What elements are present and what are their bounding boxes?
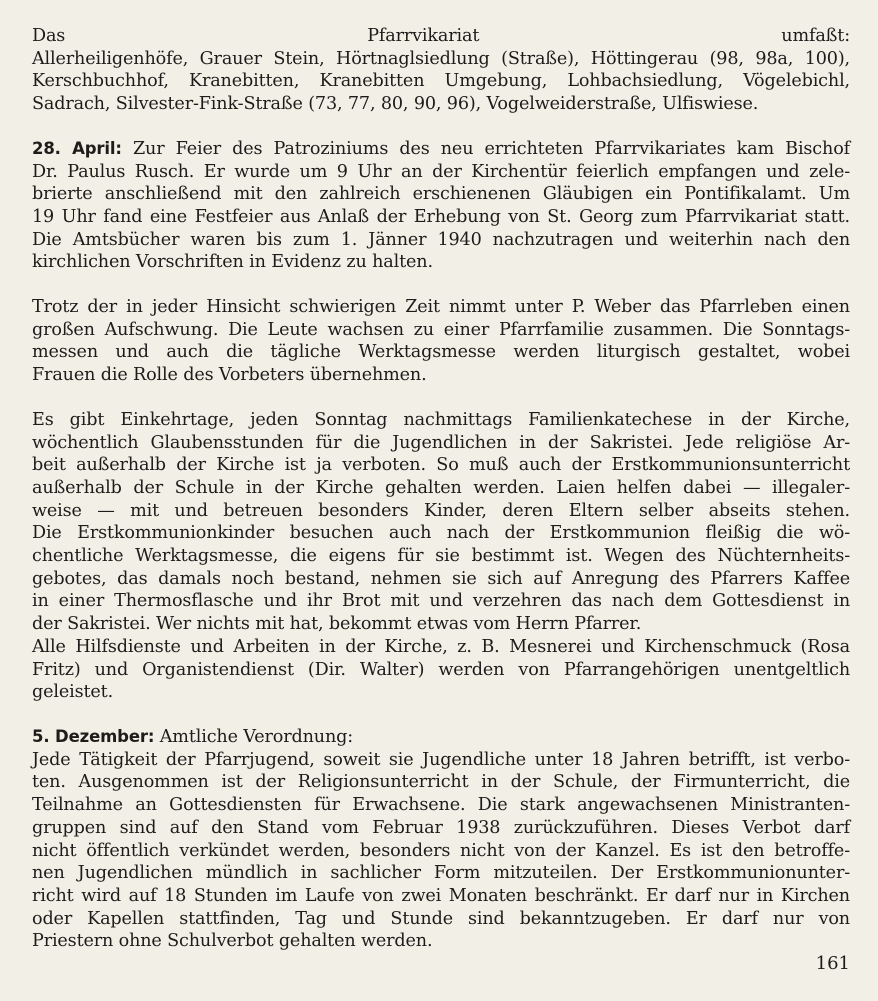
text-line: geleistet. <box>32 682 114 703</box>
text-line: gebotes, das damals noch bestand, nehmen sie sich auf Anregung des Pfarrers Kaffee <box>32 568 850 589</box>
text-line: weise — mit und betreuen besonders Kinder, deren Eltern selber abseits stehen. <box>32 500 850 521</box>
text-line: chentliche Werktagsmesse, die eigens für sie bestimmt ist. Wegen des Nüchternheits- <box>32 546 850 567</box>
text-line: 19 Uhr fand eine Festfeier aus Anlaß der Erhebung von St. Georg zum Pfarrvikariat statt. <box>32 206 850 227</box>
text-run: Zur Feier des Patroziniums des neu errichteten Pfarrvikariates kam Bischof <box>121 138 850 159</box>
text-line: kirchlichen Vorschriften in Evidenz zu halten. <box>32 252 433 273</box>
text-line: Sadrach, Silvester-Fink-Straße (73, 77, 80, 90, 96), Vogelweiderstraße, Ulfiswiese. <box>32 94 759 115</box>
text-line: Priestern ohne Schulverbot gehalten werden. <box>32 931 433 952</box>
text-line: Allerheiligenhöfe, Grauer Stein, Hörtnaglsiedlung (Straße), Höttingerau (98, 98a, 100), <box>32 48 850 69</box>
text-line: außerhalb der Schule in der Kirche gehalten werden. Laien helfen dabei — illegaler- <box>32 477 850 498</box>
text-line: nen Jugendlichen mündlich in sachlicher Form mitzuteilen. Der Erstkommunionunter- <box>32 863 850 884</box>
text-line: Es gibt Einkehrtage, jeden Sonntag nachmittags Familienkatechese in der Kirche, <box>32 409 850 430</box>
paragraph-hilfsdienste <box>32 636 850 704</box>
text-line: Kerschbuchhof, Kranebitten, Kranebitten Umgebung, Lohbachsiedlung, Vögelebichl, <box>32 71 850 92</box>
text-line: oder Kapellen stattfinden, Tag und Stunde sind bekanntzugeben. Er darf nur von <box>32 908 850 929</box>
paragraph-pfarrvikariat-scope <box>32 25 850 116</box>
text-line: in einer Thermosflasche und ihr Brot mit und verzehren das nach dem Gottesdienst in <box>32 591 850 612</box>
text-line <box>32 726 850 749</box>
text-line <box>32 138 850 161</box>
text-line: Das Pfarrvikariat umfaßt: <box>32 26 850 46</box>
text-line: Teilnahme an Gottesdiensten für Erwachsene. Die stark angewachsenen Ministranten- <box>32 795 850 816</box>
text-line: Trotz der in jeder Hinsicht schwierigen Zeit nimmt unter P. Weber das Pfarrleben einen <box>32 297 850 318</box>
page-number: 161 <box>815 953 850 974</box>
text-line: Frauen die Rolle des Vorbeters übernehmen. <box>32 365 427 386</box>
date-heading: 28. April: <box>32 138 122 158</box>
paragraph-5-dezember <box>32 726 850 953</box>
text-line: Alle Hilfsdienste und Arbeiten in der Kirche, z. B. Mesnerei und Kirchenschmuck (Rosa <box>32 636 850 657</box>
text-line: ten. Ausgenommen ist der Religionsunterricht in der Schule, der Firmunterricht, die <box>32 772 850 793</box>
text-line: Fritz) und Organistendienst (Dir. Walter) werden von Pfarrangehörigen unentgeltlich <box>32 659 850 680</box>
paragraph-einkehrtage <box>32 409 850 636</box>
text-line: Dr. Paulus Rusch. Er wurde um 9 Uhr an der Kirchentür feierlich empfangen und zele- <box>32 161 850 182</box>
paragraph-28-april <box>32 138 850 274</box>
text-line: gruppen sind auf den Stand vom Februar 1938 zurückzuführen. Dieses Verbot darf <box>32 817 850 838</box>
text-line: Die Erstkommunionkinder besuchen auch nach der Erstkommunion fleißig die wö- <box>32 523 850 544</box>
paragraph-pfarrleben <box>32 296 850 387</box>
text-run: Amtliche Verordnung: <box>154 726 354 747</box>
text-line: brierte anschließend mit den zahlreich erschienenen Gläubigen ein Pontifikalamt. Um <box>32 184 850 205</box>
text-line: nicht öffentlich verkündet werden, besonders nicht von der Kanzel. Es ist den betroffe- <box>32 840 850 861</box>
text-line: Die Amtsbücher waren bis zum 1. Jänner 1940 nachzutragen und weiterhin nach den <box>32 229 850 250</box>
text-line: wöchentlich Glaubensstunden für die Jugendlichen in der Sakristei. Jede religiöse Ar- <box>32 432 850 453</box>
text-line: messen und auch die tägliche Werktagsmesse werden liturgisch gestaltet, wobei <box>32 342 850 363</box>
text-line: richt wird auf 18 Stunden im Laufe von zwei Monaten beschränkt. Er darf nur in Kirchen <box>32 885 850 906</box>
text-line: großen Aufschwung. Die Leute wachsen zu einer Pfarrfamilie zusammen. Die Sonntags- <box>32 319 850 340</box>
date-heading: 5. Dezember: <box>32 726 155 746</box>
text-line: Jede Tätigkeit der Pfarrjugend, soweit sie Jugendliche unter 18 Jahren betrifft, ist verbo- <box>32 749 850 770</box>
text-line: beit außerhalb der Kirche ist ja verboten. So muß auch der Erstkommunionsunterricht <box>32 455 850 476</box>
document-page <box>32 25 850 953</box>
text-line: der Sakristei. Wer nichts mit hat, bekommt etwas vom Herrn Pfarrer. <box>32 614 642 635</box>
